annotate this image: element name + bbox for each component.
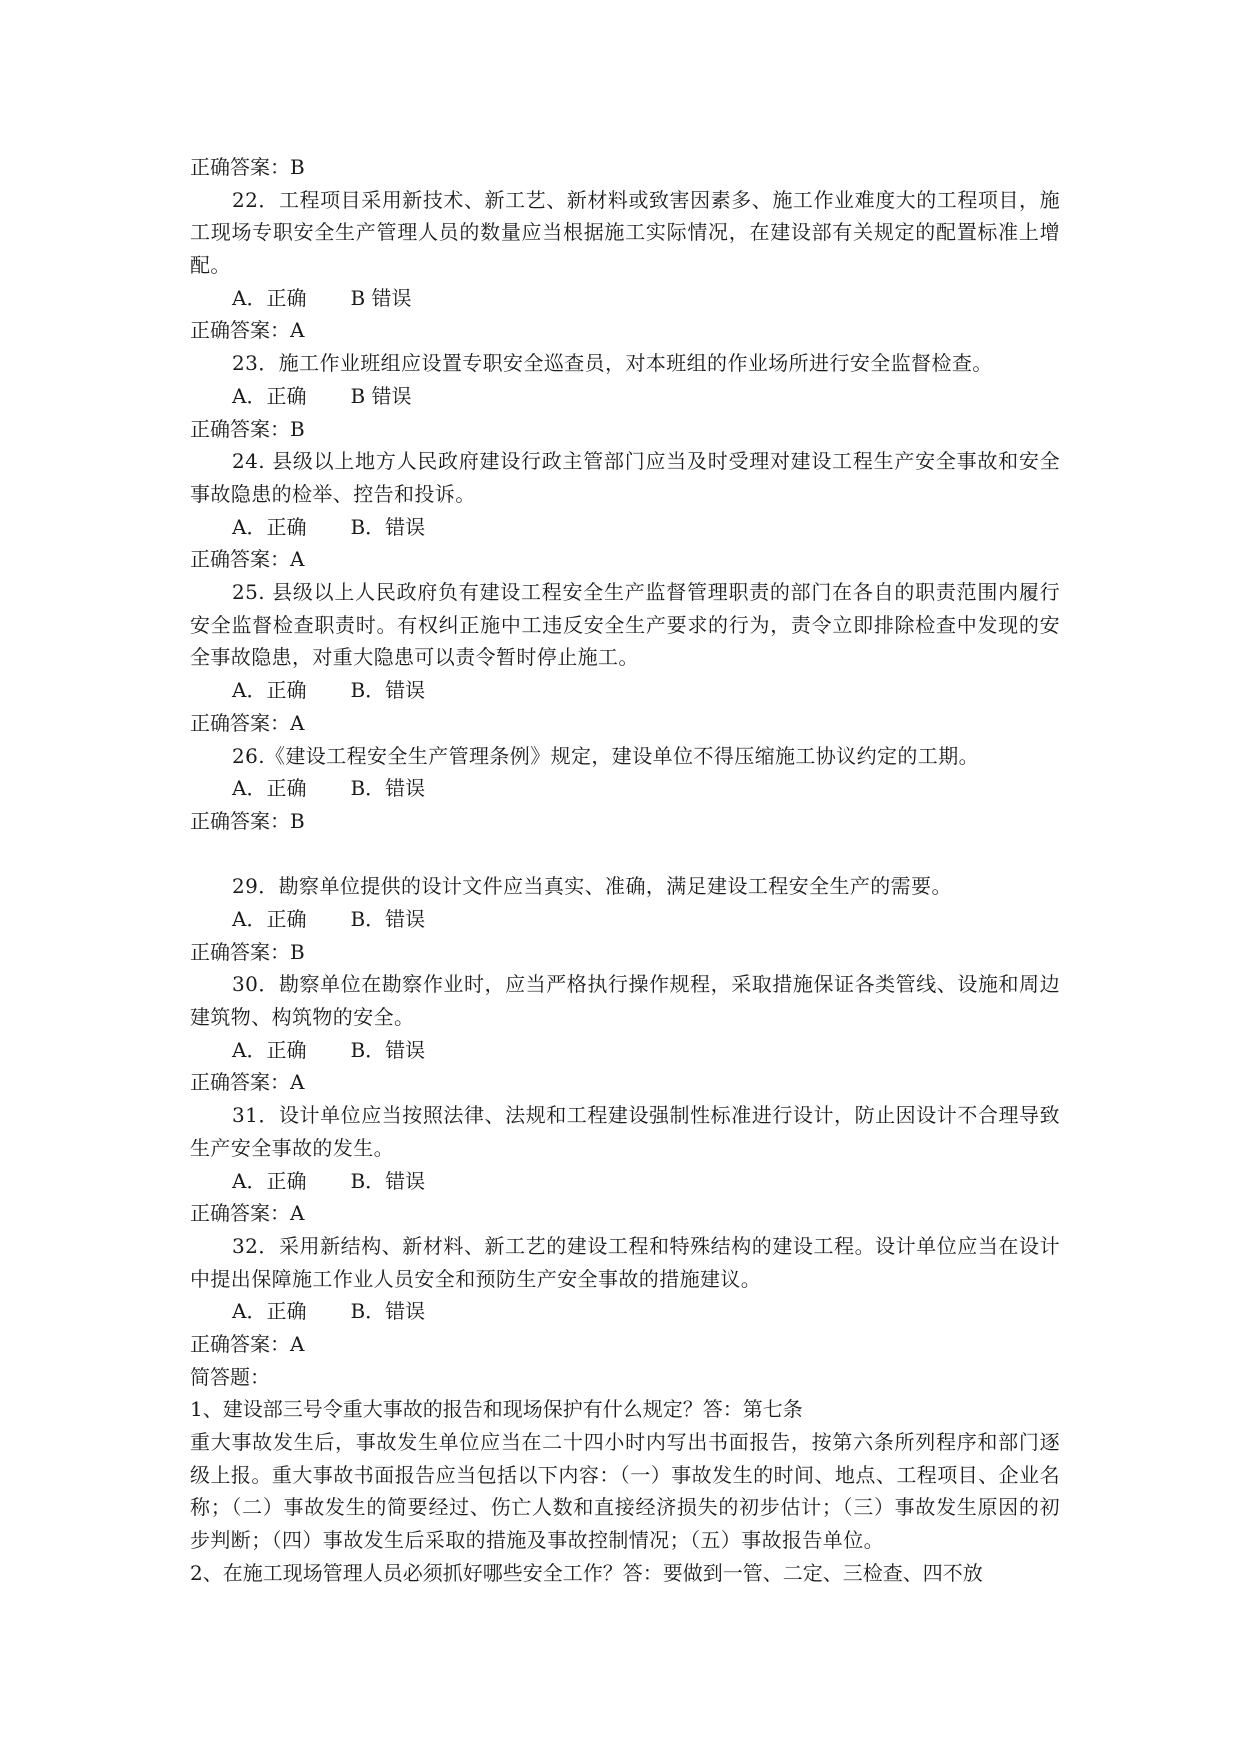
answer-label: 正确答案： xyxy=(190,416,290,441)
question-text: 30．勘察单位在勘察作业时，应当严格执行操作规程，采取措施保证各类管线、设施和周边建筑物、构筑物的安全。 xyxy=(190,972,1060,1030)
answer-line xyxy=(190,1328,1060,1361)
answer-line xyxy=(190,805,1060,838)
question-text: 31．设计单位应当按照法律、法规和工程建设强制性标准进行设计，防止因设计不合理导致生产安全事故的发生。 xyxy=(190,1103,1060,1160)
option-b: B．错误 xyxy=(350,514,426,539)
answer-label: 正确答案： xyxy=(190,318,290,343)
question-text: 29．勘察单位提供的设计文件应当真实、准确，满足建设工程安全生产的需要。 xyxy=(232,874,952,899)
answer-value: A xyxy=(290,1201,305,1226)
options-row xyxy=(190,1165,1060,1198)
option-b: B．错误 xyxy=(350,1168,426,1193)
options-row xyxy=(190,511,1060,544)
option-a: A．正确 xyxy=(232,906,307,931)
answer-line xyxy=(190,543,1060,576)
document-page xyxy=(190,151,1060,1590)
option-a: A．正确 xyxy=(232,776,307,801)
option-b: B．错误 xyxy=(350,906,426,931)
option-a: A．正确 xyxy=(232,1037,307,1062)
answer-line xyxy=(190,1197,1060,1230)
answer-line xyxy=(190,707,1060,740)
question-text: 23．施工作业班组应设置专职安全巡查员，对本班组的作业场所进行安全监督检查。 xyxy=(232,351,993,376)
answer-line xyxy=(190,413,1060,446)
answer-label: 正确答案： xyxy=(190,710,290,735)
answer-value: B xyxy=(290,808,305,833)
options-row xyxy=(190,1295,1060,1328)
question-text: 24. 县级以上地方人民政府建设行政主管部门应当及时受理对建设工程生产安全事故和安全事故隐患的检举、控告和投诉。 xyxy=(190,449,1060,506)
answer-value: B xyxy=(290,939,305,964)
option-a: A．正确 xyxy=(232,1168,307,1193)
section-heading: 简答题： xyxy=(190,1364,270,1389)
answer-value: B xyxy=(290,155,305,179)
blank-line xyxy=(190,838,1060,871)
options-row xyxy=(190,903,1060,936)
options-row xyxy=(190,282,1060,315)
option-a: A．正确 xyxy=(232,678,307,703)
answer-line xyxy=(190,151,1060,184)
answer-value: B xyxy=(290,416,305,441)
question-text: 26.《建设工程安全生产管理条例》规定，建设单位不得压缩施工协议约定的工期。 xyxy=(232,743,980,768)
option-b: B 错误 xyxy=(350,383,412,408)
answer-label: 正确答案： xyxy=(190,1332,290,1357)
answer-value: A xyxy=(290,710,305,735)
options-row xyxy=(190,1034,1060,1067)
option-a: A．正确 xyxy=(232,383,307,408)
short-answer-body-1: 重大事故发生后，事故发生单位应当在二十四小时内写出书面报告，按第六条所列程序和部门逐级上报。重大事故书面报告应当包括以下内容：（一）事故发生的时间、地点、工程项目、企业名称；（二）事故发生的简要经过、伤亡人数和直接经济损失的初步估计；（三）事故发生原因的初步判断；（四）事故发生后采取的措施及事故控制情况；（五）事故报告单位。 xyxy=(190,1430,1060,1553)
answer-label: 正确答案： xyxy=(190,939,290,964)
answer-value: A xyxy=(290,547,305,572)
option-b: B．错误 xyxy=(350,776,426,801)
answer-label: 正确答案： xyxy=(190,1070,290,1095)
answer-line xyxy=(190,314,1060,347)
answer-line xyxy=(190,1066,1060,1099)
answer-value: A xyxy=(290,1070,305,1095)
option-a: A．正确 xyxy=(232,285,307,310)
option-b: B．错误 xyxy=(350,678,426,703)
option-b: B．错误 xyxy=(350,1037,426,1062)
answer-value: A xyxy=(290,318,305,343)
answer-label: 正确答案： xyxy=(190,1201,290,1226)
option-b: B．错误 xyxy=(350,1299,426,1324)
answer-value: A xyxy=(290,1332,305,1357)
short-answer-question-2: 2、在施工现场管理人员必须抓好哪些安全工作？答：要做到一管、二定、三检查、四不放 xyxy=(190,1560,983,1585)
option-b: B 错误 xyxy=(350,285,412,310)
options-row xyxy=(190,674,1060,707)
answer-label: 正确答案： xyxy=(190,547,290,572)
question-text: 22．工程项目采用新技术、新工艺、新材料或致害因素多、施工作业难度大的工程项目，施工现场专职安全生产管理人员的数量应当根据施工实际情况，在建设部有关规定的配置标准上增配。 xyxy=(190,187,1060,278)
options-row xyxy=(190,380,1060,413)
question-text: 32．采用新结构、新材料、新工艺的建设工程和特殊结构的建设工程。设计单位应当在设计中提出保障施工作业人员安全和预防生产安全事故的措施建议。 xyxy=(190,1233,1060,1291)
options-row xyxy=(190,772,1060,805)
short-answer-question-1: 1、建设部三号令重大事故的报告和现场保护有什么规定？答：第七条 xyxy=(190,1397,803,1422)
answer-label: 正确答案： xyxy=(190,155,290,179)
answer-line xyxy=(190,936,1060,969)
question-text: 25. 县级以上人民政府负有建设工程安全生产监督管理职责的部门在各自的职责范围内履行安全监督检查职责时。有权纠正施中工违反安全生产要求的行为，责令立即排除检查中发现的安全事故隐患，对重大隐患可以责令暂时停止施工。 xyxy=(190,580,1060,670)
option-a: A．正确 xyxy=(232,1299,307,1324)
option-a: A．正确 xyxy=(232,514,307,539)
answer-label: 正确答案： xyxy=(190,808,290,833)
